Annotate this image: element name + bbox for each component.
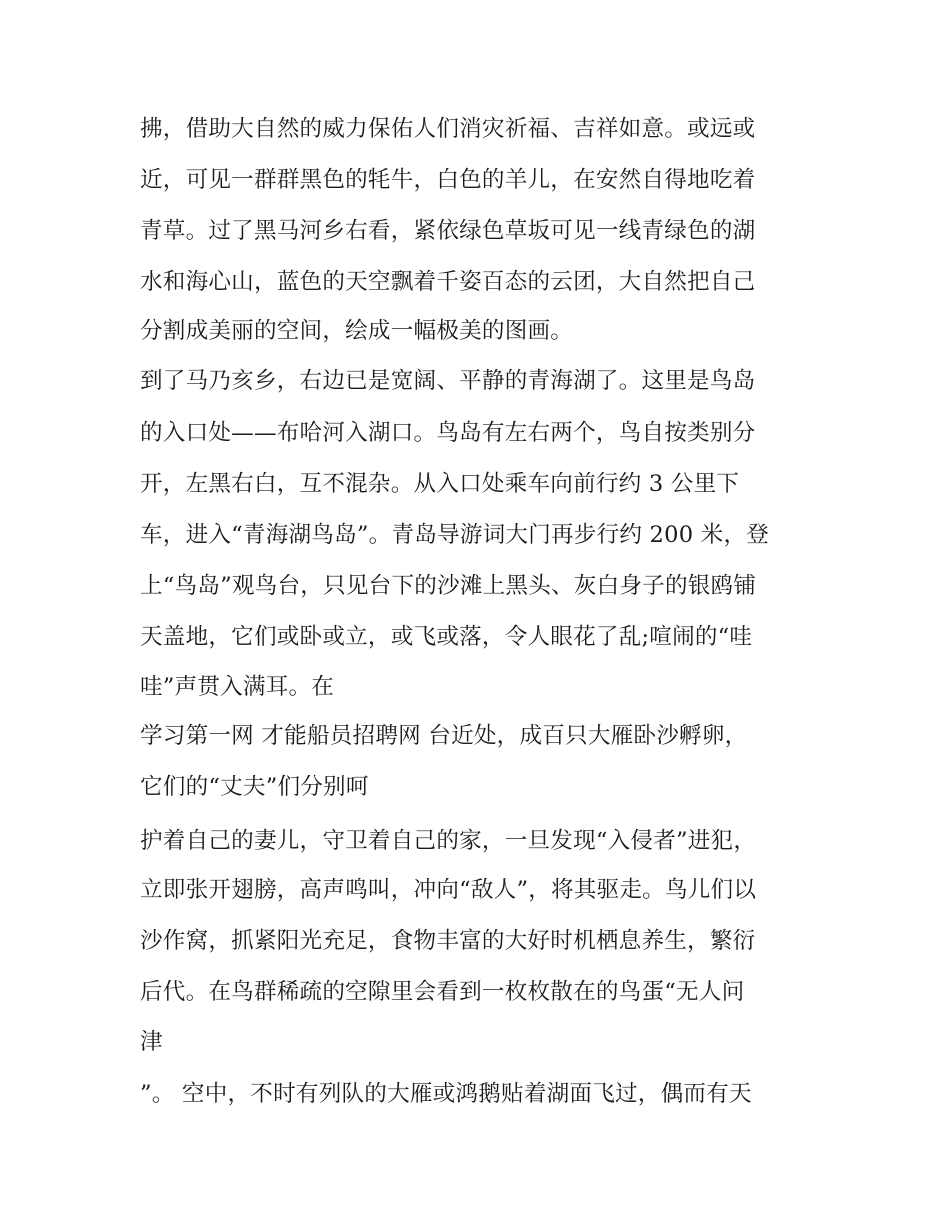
text-line: 的入口处——布哈河入湖口。鸟岛有左右两个，鸟自按类别分 [140, 420, 756, 446]
text-line: 后代。在鸟群稀疏的空隙里会看到一枚枚散在的鸟蛋“无人问 [140, 979, 745, 1005]
text-line: 青草。过了黑马河乡右看，紧依绿色草坂可见一线青绿色的湖 [140, 218, 756, 244]
text-line: 护着自己的妻儿，守卫着自己的家，一旦发现“入侵者”进犯， [140, 828, 757, 854]
text-line: 车，进入“青海湖鸟岛”。青岛导游词大门再步行约 200 米，登 [140, 522, 770, 548]
text-line: 近，可见一群群黑色的牦牛，白色的羊儿，在安然自得地吃着 [140, 167, 756, 193]
text-line: 沙作窝，抓紧阳光充足，食物丰富的大好时机栖息养生，繁衍 [140, 928, 756, 954]
text-line: 津 [140, 1029, 163, 1055]
text-line: 水和海心山，蓝色的天空飘着千姿百态的云团，大自然把自己 [140, 269, 756, 295]
text-line: 分割成美丽的空间，绘成一幅极美的图画。 [140, 318, 574, 344]
text-line: 天盖地，它们或卧或立，或飞或落，令人眼花了乱;喧闹的“哇 [140, 624, 753, 650]
text-line: 哇”声贯入满耳。在 [140, 674, 335, 700]
text-line: 到了马乃亥乡，右边已是宽阔、平静的青海湖了。这里是鸟岛 [140, 368, 756, 394]
text-line: 学习第一网 才能船员招聘网 台近处，成百只大雁卧沙孵卵， [140, 723, 748, 749]
text-line: ”。 空中，不时有列队的大雁或鸿鹅贴着湖面飞过，偶而有天 [140, 1081, 752, 1107]
text-line: 上“鸟岛”观鸟台，只见台下的沙滩上黑头、灰白身子的银鸥铺 [140, 573, 757, 599]
text-line: 它们的“丈夫”们分别呵 [140, 774, 369, 800]
text-line: 立即张开翅膀，高声鸣叫，冲向“敌人”，将其驱走。鸟儿们以 [140, 877, 757, 903]
text-line: 拂，借助大自然的威力保佑人们消灾祈福、吉祥如意。或远或 [140, 116, 756, 142]
text-line: 开，左黑右白，互不混杂。从入口处乘车向前行约 3 公里下 [140, 471, 740, 497]
